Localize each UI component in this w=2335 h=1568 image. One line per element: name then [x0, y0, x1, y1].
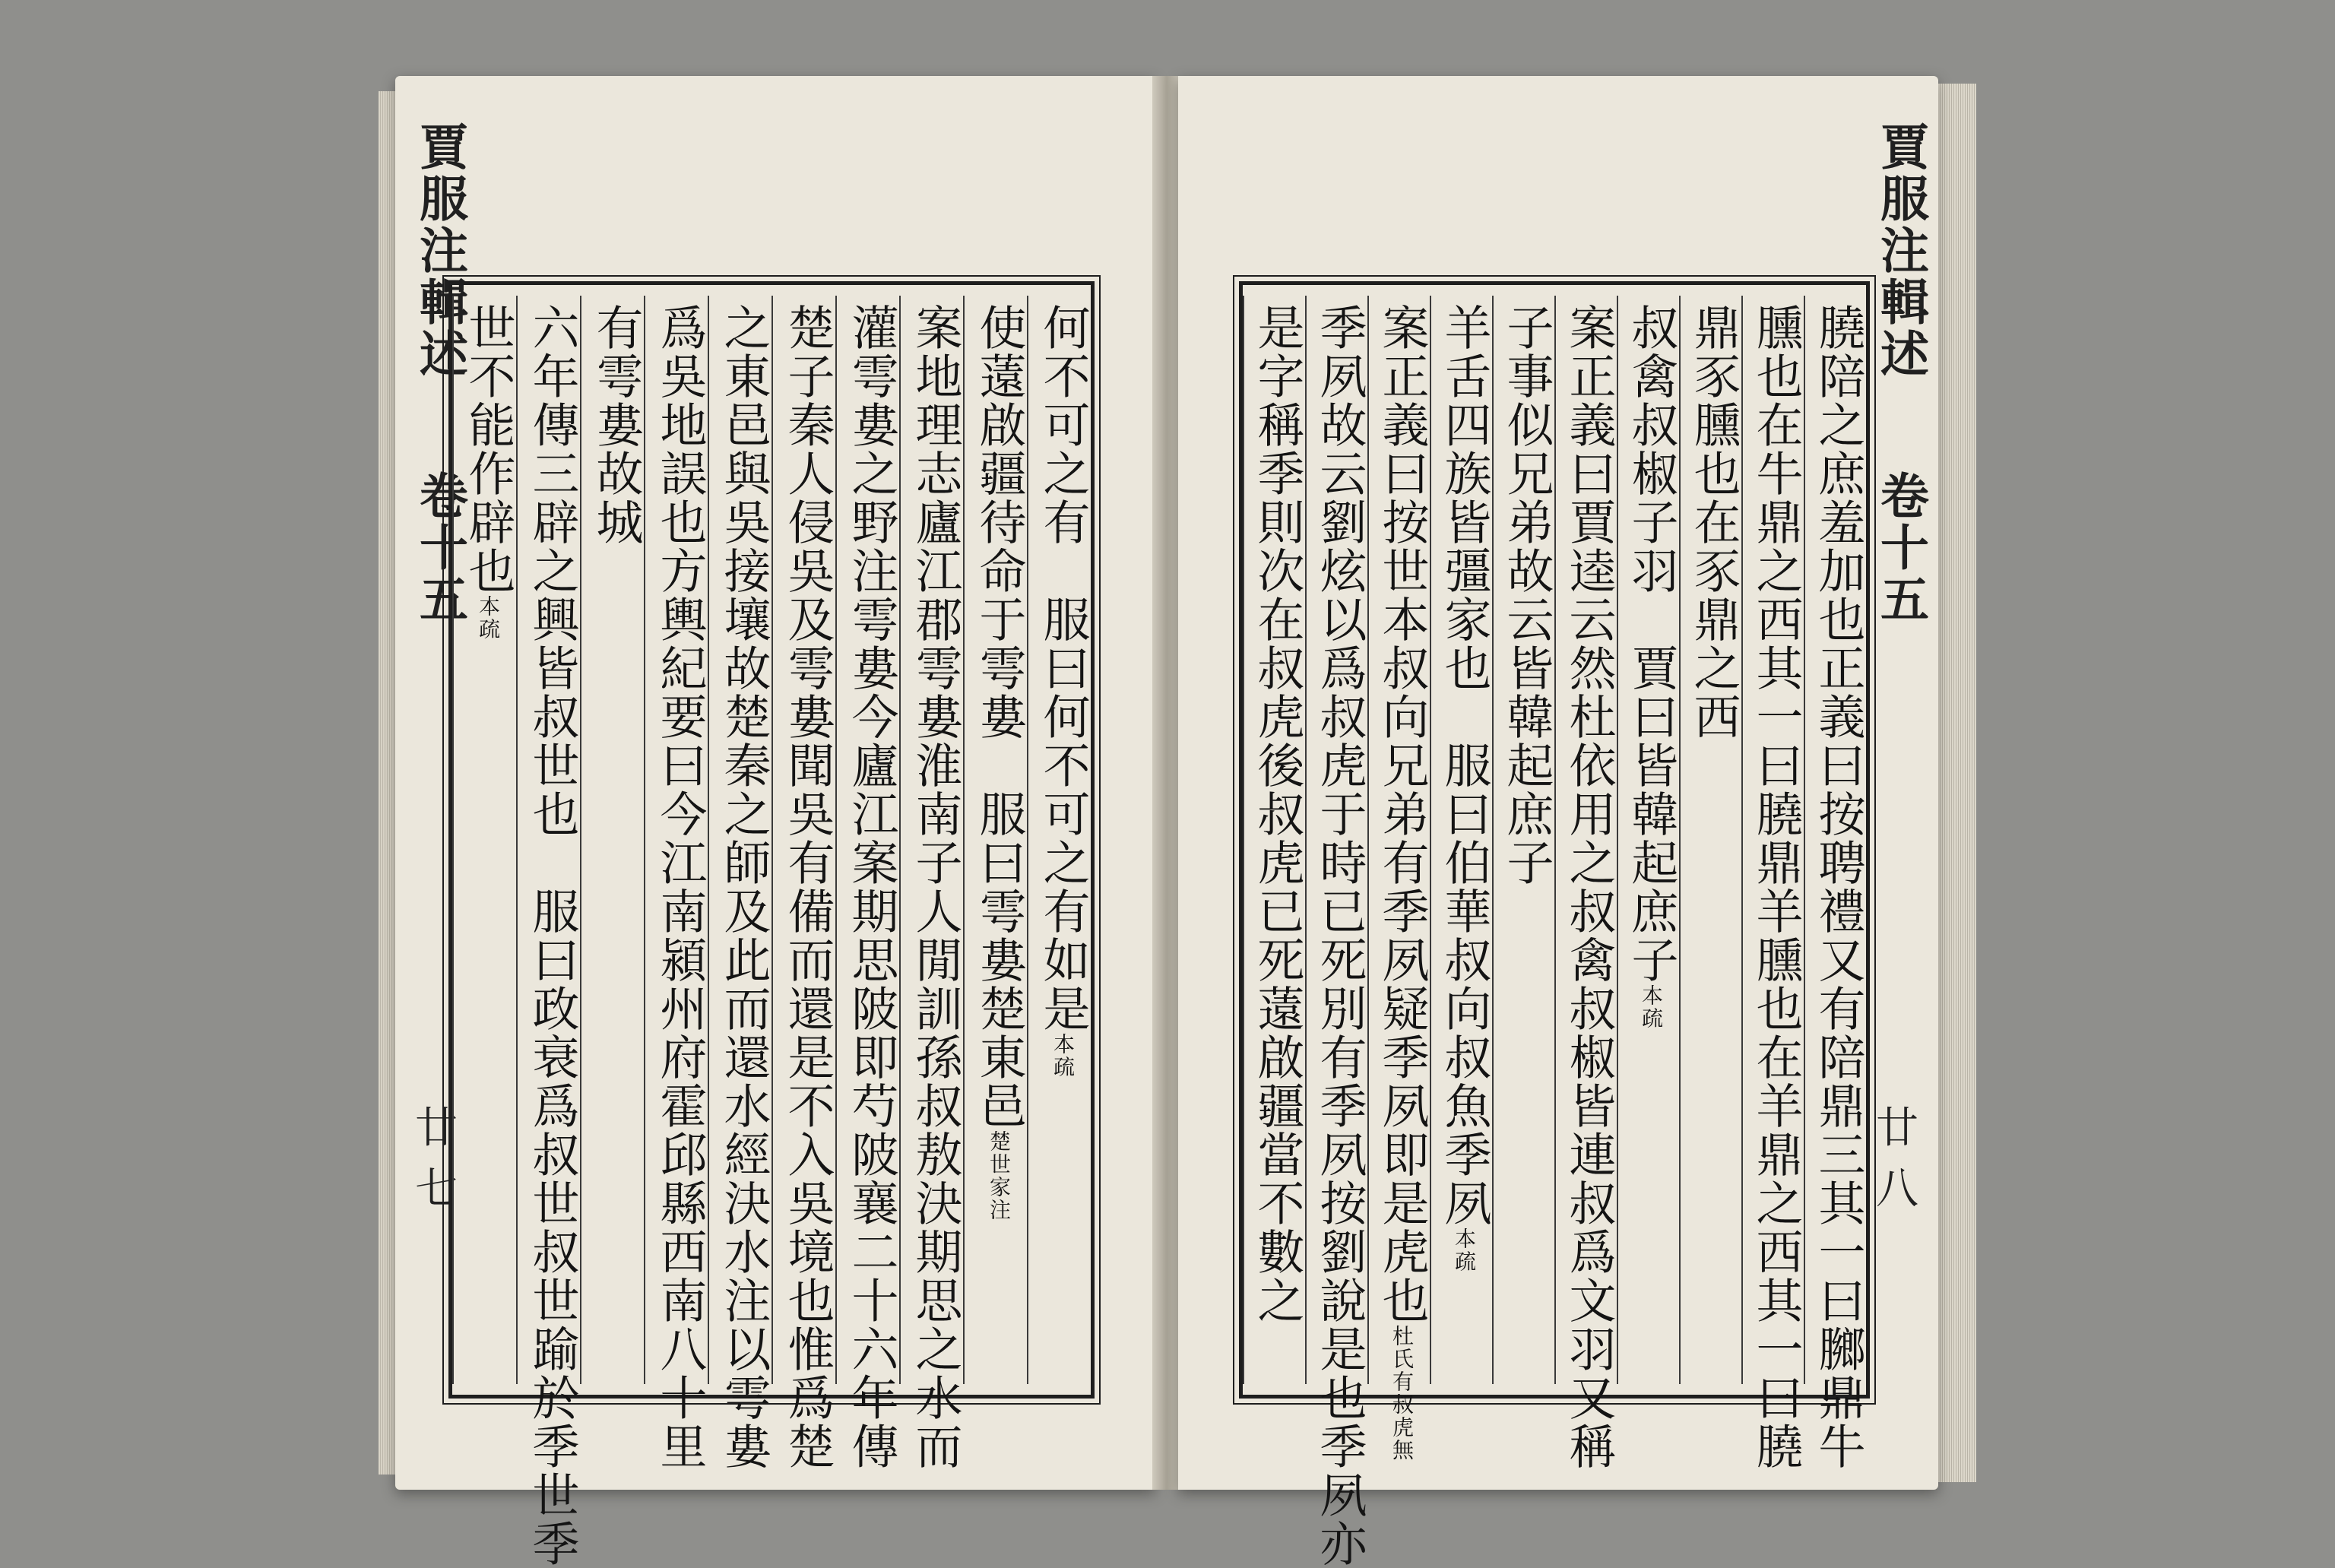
right-page [1178, 76, 1938, 1568]
left-column-1 [1027, 296, 1091, 1384]
right-column-10 [1243, 296, 1305, 1384]
column-text: 使薳啟疆待命于雩婁 服曰雩婁楚東邑 [971, 303, 1027, 1130]
column-text: 案正義曰賈逵云然杜依用之叔禽叔椒皆連叔爲文羽又稱 [1561, 303, 1617, 1471]
left-column-2 [963, 296, 1027, 1384]
right-page-edges [1938, 84, 1976, 1482]
right-text-frame [1239, 281, 1870, 1568]
left-margin-title-text: 賈服注輯述 [411, 122, 468, 380]
right-margin-title-text: 賈服注輯述 [1872, 122, 1929, 380]
column-text: 鼎豕臐也在豕鼎之西 [1686, 303, 1741, 741]
right-column-3 [1679, 296, 1741, 1384]
column-note: 本疏 [1639, 984, 1664, 1030]
right-column-2 [1741, 296, 1804, 1471]
left-folio-number: 廿七 [415, 1104, 458, 1214]
right-folio-number: 廿八 [1876, 1104, 1918, 1214]
column-note: 杜氏有叔虎無 [1389, 1325, 1415, 1462]
left-column-9 [516, 296, 580, 1568]
right-margin-juan: 卷十五 [1872, 470, 1929, 626]
left-column-10 [452, 296, 516, 1384]
right-column-5 [1554, 296, 1617, 1471]
column-text: 是字稱季則次在叔虎後叔虎已死薳啟疆當不數之 [1250, 303, 1305, 1325]
column-text: 案地理志廬江郡雩婁淮南子人閒訓孫叔敖決期思之水而 [908, 303, 963, 1471]
left-column-3 [899, 296, 963, 1471]
left-column-5 [771, 296, 835, 1471]
column-text: 世不能作辟也 [461, 303, 516, 595]
column-text: 楚子秦人侵吳及雩婁聞吳有備而還是不入吳境也惟爲楚 [780, 303, 835, 1471]
column-text: 有雩婁故城 [588, 303, 644, 546]
column-text: 膮陪之庶羞加也正義曰按聘禮又有陪鼎三其一曰膷鼎牛 [1811, 303, 1866, 1471]
column-text: 六年傳三辟之興皆叔世也 服曰政衰爲叔世叔世踰於季世季 [524, 303, 580, 1568]
right-column-4 [1617, 296, 1679, 1384]
left-column-8 [580, 296, 644, 1384]
left-column-7 [644, 296, 708, 1471]
column-text: 案正義曰按世本叔向兄弟有季夙疑季夙即是虎也 [1374, 303, 1430, 1325]
column-text: 子事似兄弟故云皆韓起庶子 [1499, 303, 1554, 887]
column-text: 季夙故云劉炫以爲叔虎于時已死別有季夙按劉說是也季夙亦 [1312, 303, 1367, 1568]
right-column-8 [1367, 296, 1430, 1462]
column-text: 臐也在牛鼎之西其一曰膮鼎羊臐也在羊鼎之西其一曰膮 [1748, 303, 1804, 1471]
column-note: 本疏 [476, 595, 501, 641]
right-column-1 [1804, 296, 1866, 1471]
left-column-6 [708, 296, 771, 1471]
column-note: 本疏 [1050, 1033, 1076, 1079]
right-column-7 [1430, 296, 1492, 1384]
left-column-4 [835, 296, 899, 1471]
left-page [395, 76, 1155, 1568]
right-column-6 [1492, 296, 1554, 1384]
book-gutter [1152, 76, 1181, 1490]
left-page-edges [379, 91, 395, 1475]
column-note: 楚世家注 [987, 1130, 1012, 1221]
left-margin-juan: 卷十五 [411, 470, 468, 626]
column-note: 本疏 [1452, 1227, 1477, 1273]
right-column-9 [1305, 296, 1367, 1568]
column-text: 之東邑與吳接壤故楚秦之師及此而還水經決水注以雩婁 [716, 303, 771, 1471]
column-text: 何不可之有 服曰何不可之有如是 [1035, 303, 1091, 1033]
right-margin-title [1870, 122, 1929, 1125]
open-book [395, 76, 1961, 1568]
column-text: 爲吳地誤也方輿紀要曰今江南潁州府霍邱縣西南八十里 [652, 303, 708, 1471]
column-text: 灌雩婁之野注雩婁今廬江案期思陂即芍陂襄二十六年傳 [844, 303, 899, 1471]
left-text-frame [448, 281, 1095, 1568]
column-text: 羊舌四族皆彊家也 服曰伯華叔向叔魚季夙 [1437, 303, 1492, 1227]
column-text: 叔禽叔椒子羽 賈曰皆韓起庶子 [1624, 303, 1679, 984]
